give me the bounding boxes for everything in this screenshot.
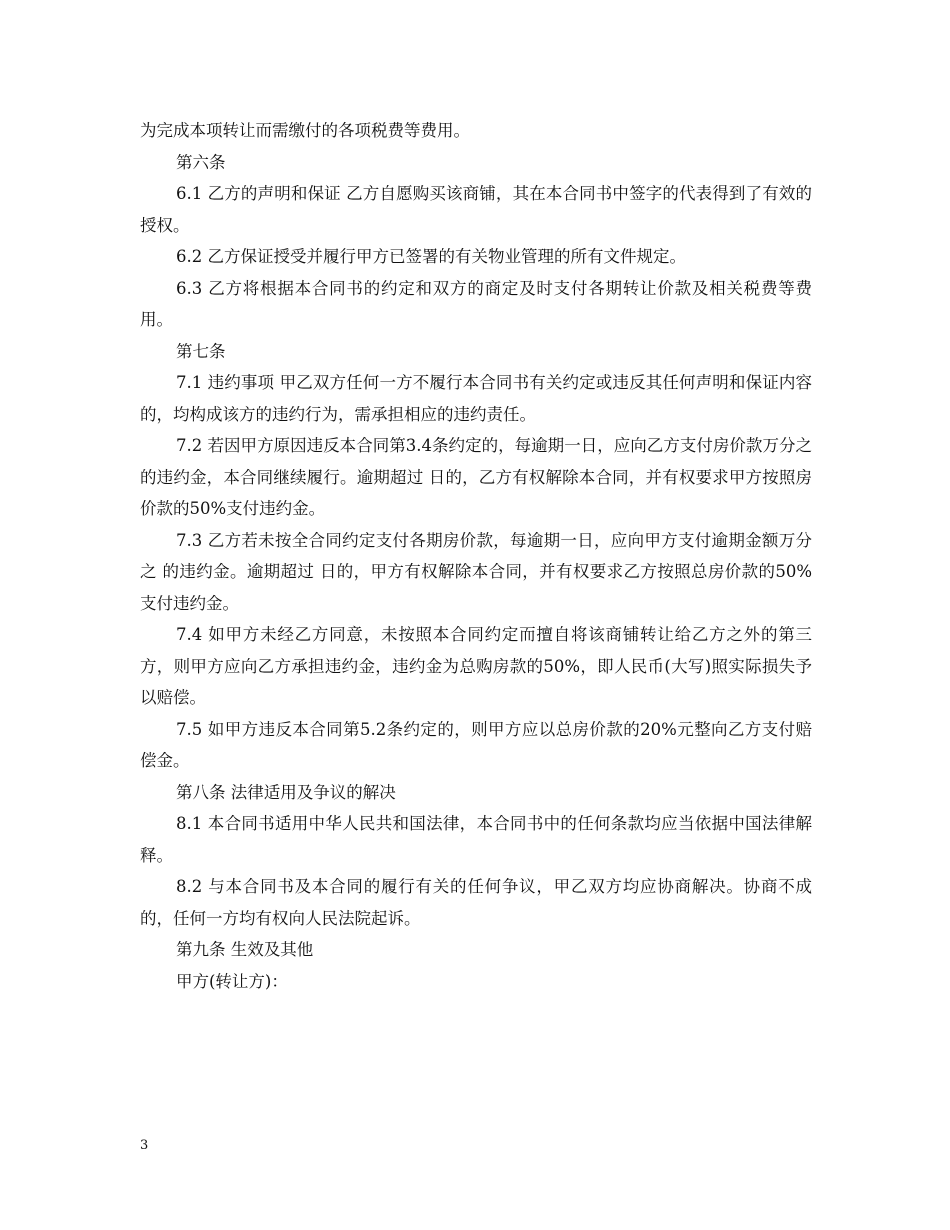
article-6-heading: 第六条 bbox=[176, 152, 226, 172]
clause-8-2: 8.2 与本合同书及本合同的履行有关的任何争议，甲乙双方均应协商解决。协商不成的，任何一方均有权向人民法院起诉。 bbox=[140, 877, 812, 928]
article-8-heading: 第八条 法律适用及争议的解决 bbox=[176, 782, 396, 802]
article-7-heading: 第七条 bbox=[176, 341, 226, 361]
clause-8-1: 8.1 本合同书适用中华人民共和国法律，本合同书中的任何条款均应当依据中国法律解释。 bbox=[140, 814, 812, 865]
clause-7-5: 7.5 如甲方违反本合同第5.2条约定的，则甲方应以总房价款的20%元整向乙方支付赔偿金。 bbox=[140, 719, 812, 770]
party-a-signature-line: 甲方(转让方)： bbox=[176, 971, 288, 991]
clause-7-1: 7.1 违约事项 甲乙双方任何一方不履行本合同书有关约定或违反其任何声明和保证内容的，均构成该方的违约行为，需承担相应的违约责任。 bbox=[140, 373, 812, 424]
page-number: 3 bbox=[140, 1138, 149, 1153]
document-body bbox=[140, 115, 812, 997]
clause-7-2: 7.2 若因甲方原因违反本合同第3.4条约定的，每逾期一日，应向乙方支付房价款万分之 的违约金，本合同继续履行。逾期超过 日的，乙方有权解除本合同，并有权要求甲方按照房价款的50%支付违约金。 bbox=[140, 436, 812, 518]
article-9-heading: 第九条 生效及其他 bbox=[176, 940, 314, 959]
paragraph-1: 为完成本项转让而需缴付的各项税费等费用。 bbox=[140, 121, 470, 140]
clause-7-4: 7.4 如甲方未经乙方同意，未按照本合同约定而擅自将该商铺转让给乙方之外的第三方，则甲方应向乙方承担违约金，违约金为总购房款的50%，即人民币(大写)照实际损失予以赔偿。 bbox=[140, 625, 812, 707]
clause-6-3: 6.3 乙方将根据本合同书的约定和双方的商定及时支付各期转让价款及相关税费等费用。 bbox=[140, 278, 812, 329]
clause-7-3: 7.3 乙方若未按全合同约定支付各期房价款，每逾期一日，应向甲方支付逾期金额万分之 的违约金。逾期超过 日的，甲方有权解除本合同，并有权要求乙方按照总房价款的50%支付违约金。 bbox=[140, 530, 812, 613]
clause-6-2: 6.2 乙方保证授受并履行甲方已签署的有关物业管理的所有文件规定。 bbox=[176, 247, 686, 266]
clause-6-1: 6.1 乙方的声明和保证 乙方自愿购买该商铺，其在本合同书中签字的代表得到了有效的授权。 bbox=[140, 184, 812, 235]
